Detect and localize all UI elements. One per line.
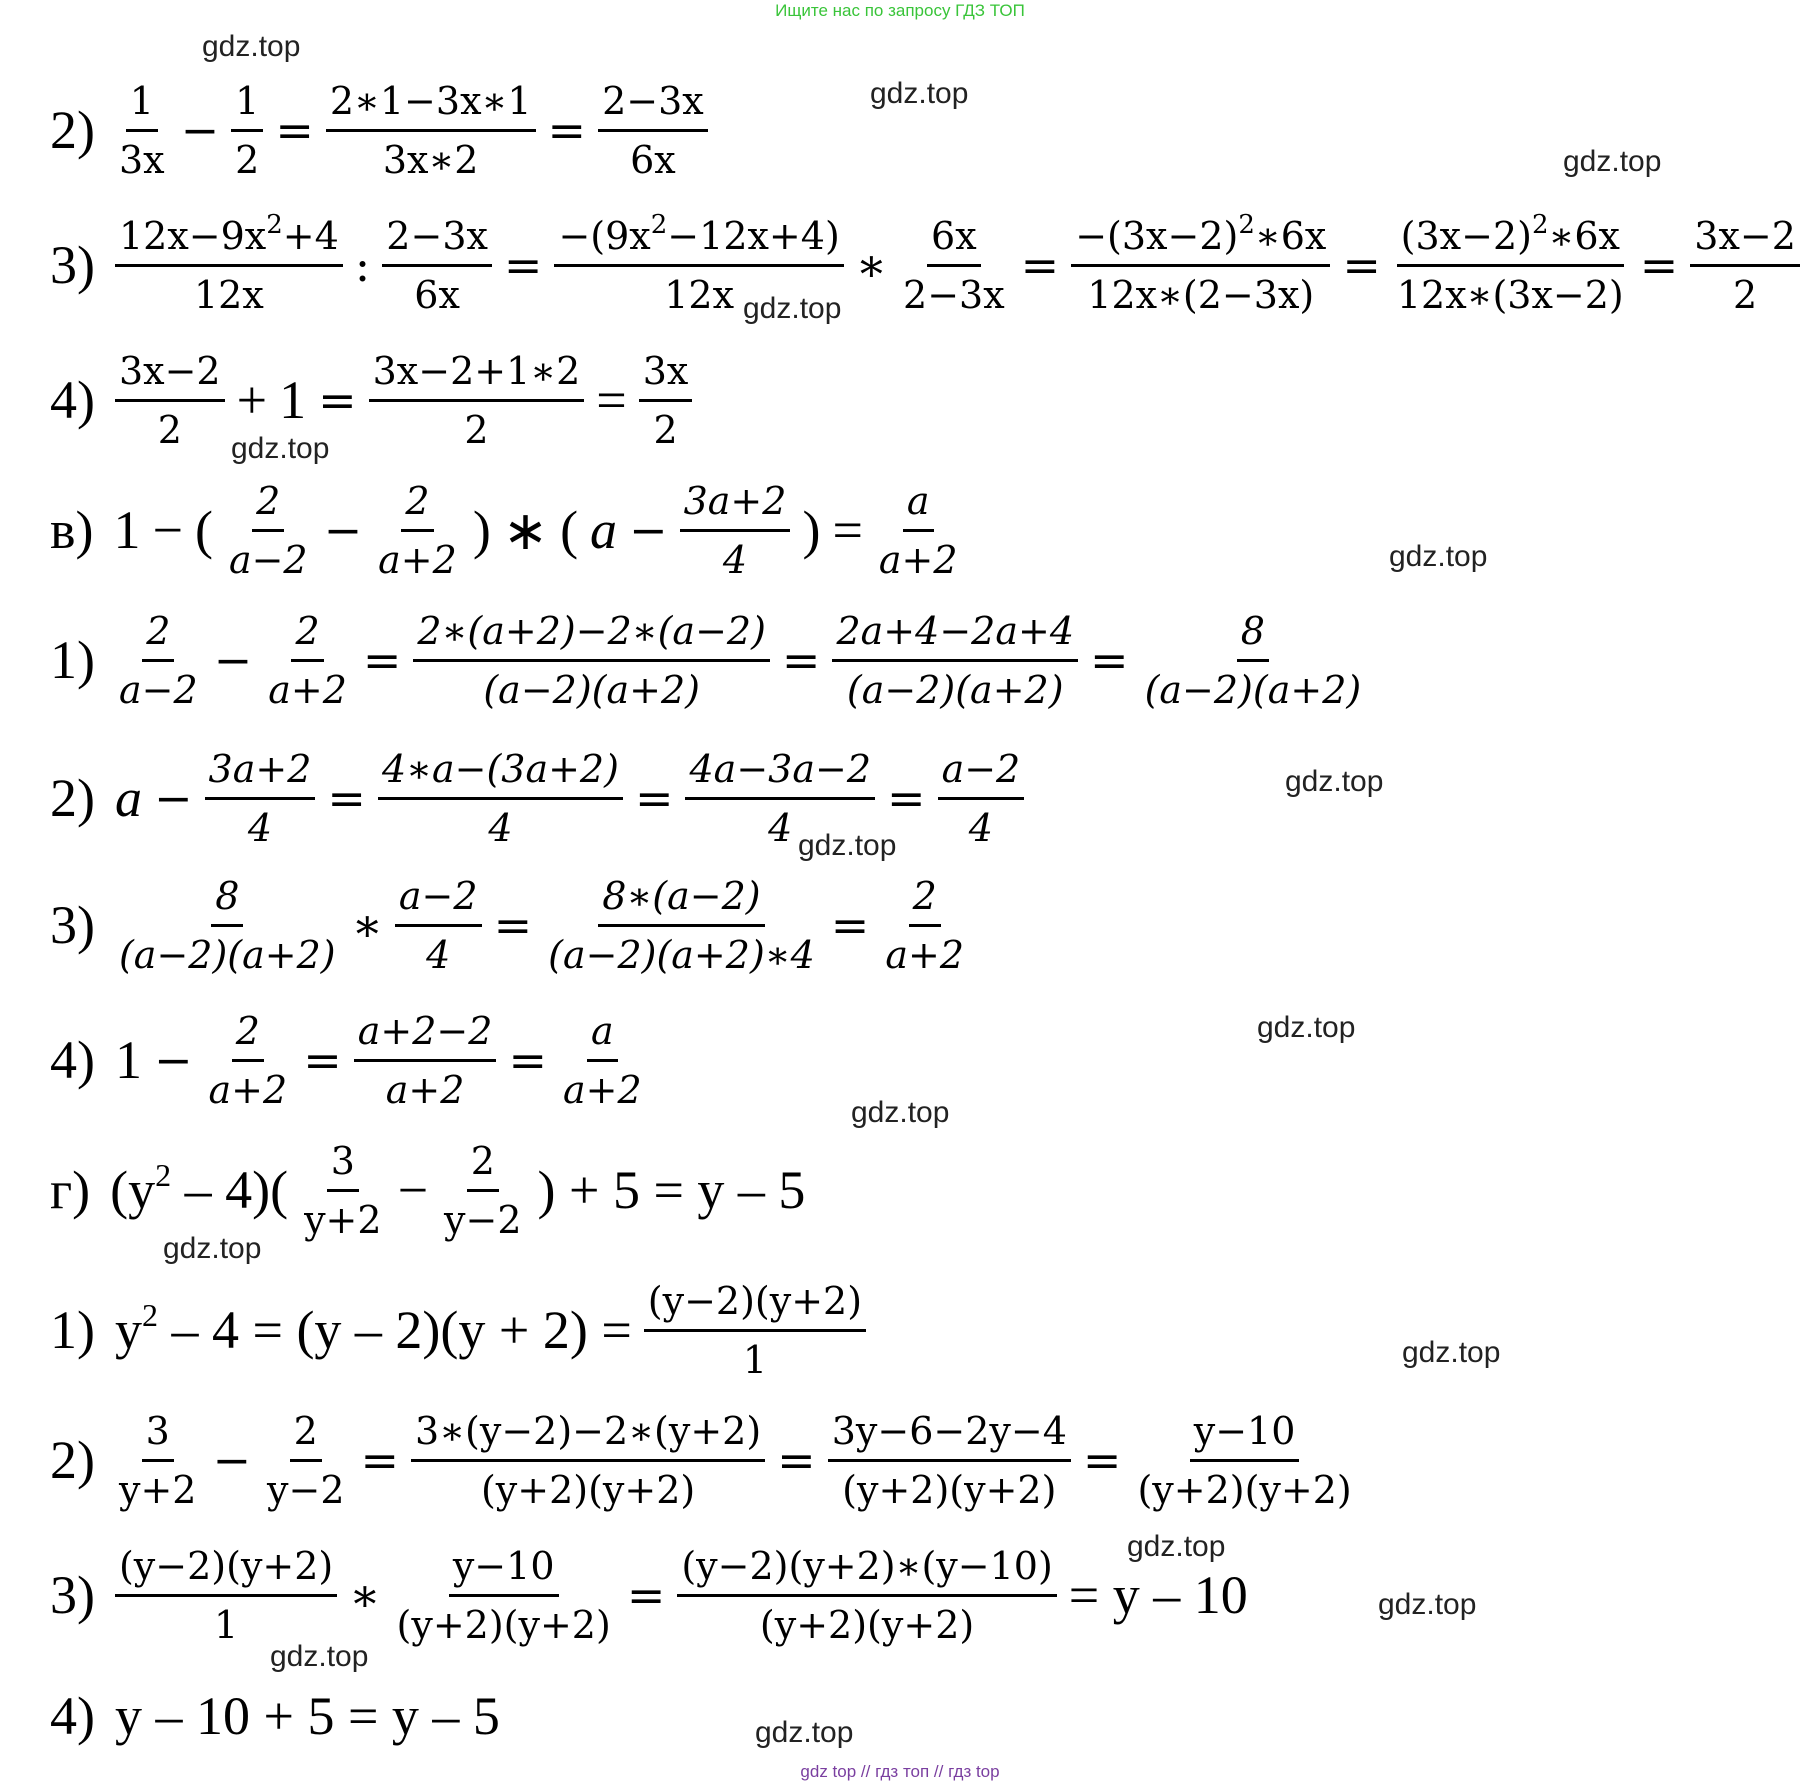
paren: ( <box>194 500 213 560</box>
math-line-b2 <box>50 80 714 180</box>
expression: $y^2 - 4 = (y - 2)(y + 2)$ = <box>114 1297 632 1360</box>
expression: y – 10 + 5 = y – 5 <box>114 1686 500 1746</box>
math-line-v4 <box>50 1010 652 1110</box>
fraction: $\frac{3x}{2}$ <box>639 345 693 456</box>
fraction: $\frac{2-3x}{6x}$ <box>598 75 708 186</box>
math-line-g2 <box>50 1410 1362 1510</box>
watermark: gdz.top <box>1402 1336 1501 1369</box>
math-line-g <box>50 1140 811 1240</box>
operator: ∗ <box>855 238 888 292</box>
expression: ) + 5 = y – 5 <box>537 1160 806 1220</box>
paren: ) <box>472 500 491 560</box>
operator: = <box>1082 1433 1122 1487</box>
operator: = <box>503 238 543 292</box>
fraction: $\frac{2}{a+2}$ <box>205 1005 292 1116</box>
watermark: gdz.top <box>851 1096 950 1129</box>
operator: : <box>354 238 371 292</box>
operator: + <box>236 370 268 430</box>
operator: = <box>318 373 357 427</box>
fraction: $\frac{a}{a+2}$ <box>559 1005 646 1116</box>
step-label: 3) <box>50 895 95 955</box>
operator: ∗ <box>351 898 383 952</box>
fraction: $\frac{2}{y-2}$ <box>440 1135 525 1246</box>
fraction: $\frac{3a+2}{4}$ <box>680 475 791 586</box>
operator: = <box>1090 633 1129 687</box>
operator: = <box>303 1033 342 1087</box>
operator: − <box>153 1033 193 1087</box>
number: 1 <box>279 370 307 430</box>
operator: = <box>327 771 366 825</box>
operator: = <box>634 771 674 825</box>
step-label: 2) <box>50 1430 95 1490</box>
math-line-g3 <box>50 1545 1254 1645</box>
operator: = <box>362 633 402 687</box>
watermark: gdz.top <box>1285 765 1384 798</box>
operator: = <box>781 633 821 687</box>
fraction: $\frac{2∗1-3x∗1}{3x∗2}$ <box>326 75 536 186</box>
fraction: $\frac{3x-2}{2}$ <box>1690 210 1800 321</box>
task-label: г) <box>50 1160 91 1220</box>
operator: = <box>275 103 314 157</box>
fraction: $\frac{2-3x}{6x}$ <box>382 210 492 321</box>
step-label: 4) <box>50 1686 95 1746</box>
variable: a <box>590 500 618 560</box>
watermark: gdz.top <box>1563 145 1662 178</box>
step-label: 2) <box>50 768 95 828</box>
fraction: $\frac{3x-2}{2}$ <box>115 345 225 456</box>
watermark: gdz.top <box>798 829 897 862</box>
variable: a <box>114 768 142 828</box>
watermark: gdz.top <box>1127 1530 1226 1563</box>
fraction: $\frac{(3x-2)^2∗6x}{12x∗(3x-2)}$ <box>1396 209 1624 317</box>
fraction: $\frac{12x-9x^2+4}{12x}$ <box>115 210 343 321</box>
fraction: $\frac{8∗(a-2)}{(a-2)(a+2)∗4}$ <box>544 870 819 981</box>
math-line-v1 <box>50 610 1371 710</box>
operator: − <box>213 633 253 687</box>
fraction: $\frac{8}{(a-2)(a+2)}$ <box>1141 605 1366 716</box>
fraction: $\frac{a+2-2}{a+2}$ <box>354 1005 497 1116</box>
math-line-g4 <box>50 1666 506 1766</box>
expression: = y – 10 <box>1068 1565 1248 1625</box>
step-label: 1) <box>50 1300 95 1360</box>
fraction: $\frac{y-10}{(y+2)(y+2)}$ <box>1133 1405 1355 1516</box>
fraction: $\frac{a-2}{4}$ <box>395 870 482 981</box>
watermark: gdz.top <box>1389 540 1488 573</box>
step-label: 3) <box>50 235 95 295</box>
math-line-v <box>50 480 968 580</box>
fraction: $\frac{3x-2+1∗2}{2}$ <box>369 345 585 456</box>
operator: − <box>629 503 668 557</box>
step-label: 2) <box>50 100 95 160</box>
operator: = <box>830 898 870 952</box>
operator: = <box>1342 238 1381 292</box>
number: 1 <box>114 1030 142 1090</box>
fraction: $\frac{6x}{2-3x}$ <box>899 210 1009 321</box>
fraction: $\frac{3a+2}{4}$ <box>205 743 316 854</box>
operator: = <box>508 1033 547 1087</box>
fraction: $\frac{2}{y-2}$ <box>263 1405 348 1516</box>
operator: = <box>626 1568 666 1622</box>
watermark: gdz.top <box>202 30 301 63</box>
fraction: $\frac{1}{2}$ <box>231 75 263 186</box>
operator: = <box>832 500 863 560</box>
operator: = <box>1639 238 1679 292</box>
fraction: $\frac{2}{a+2}$ <box>264 605 351 716</box>
fraction: $\frac{2}{a+2}$ <box>374 475 461 586</box>
fraction: $\frac{-(3x-2)^2∗6x}{12x∗(2-3x)}$ <box>1071 210 1330 321</box>
operator: ∗ <box>502 500 549 561</box>
task-label: в) <box>50 500 94 560</box>
operator: − <box>323 503 363 557</box>
operator: = <box>360 1433 400 1487</box>
fraction: $\frac{1}{3x}$ <box>115 75 169 186</box>
step-label: 3) <box>50 1565 95 1625</box>
operator: = <box>596 370 627 430</box>
fraction: $\frac{4∗a-(3a+2)}{4}$ <box>378 743 623 854</box>
operator: = <box>1020 238 1060 292</box>
fraction: $\frac{3y-6-2y-4}{(y+2)(y+2)}$ <box>828 1405 1071 1516</box>
math-line-v2 <box>50 748 1030 848</box>
fraction: $\frac{a-2}{4}$ <box>938 743 1025 854</box>
math-line-b4 <box>50 350 698 450</box>
math-line-g1 <box>50 1280 872 1380</box>
fraction: $\frac{8}{(a-2)(a+2)}$ <box>115 870 340 981</box>
step-label: 4) <box>50 370 95 430</box>
operator: = <box>777 1433 816 1487</box>
operator: = <box>547 103 587 157</box>
fraction: $\frac{2}{a+2}$ <box>881 870 968 981</box>
operator: = <box>493 898 533 952</box>
fraction: $\frac{2∗(a+2)-2∗(a-2)}{(a-2)(a+2)}$ <box>413 605 770 716</box>
fraction: $\frac{(y-2)(y+2)∗(y-10)}{(y+2)(y+2)}$ <box>677 1540 1056 1651</box>
fraction: $\frac{2}{a-2}$ <box>115 605 202 716</box>
step-label: 1) <box>50 630 95 690</box>
watermark: gdz.top <box>755 1716 854 1749</box>
operator: − <box>212 1433 252 1487</box>
top-banner: Ищите нас по запросу ГДЗ ТОП <box>775 1 1025 20</box>
fraction: $\frac{3∗(y-2)-2∗(y+2)}{(y+2)(y+2)}$ <box>411 1405 765 1516</box>
expression: $(y^2 - 4)$( <box>110 1157 289 1220</box>
fraction: $\frac{3}{y+2}$ <box>300 1135 385 1246</box>
operator: − <box>397 1160 429 1220</box>
fraction: $\frac{(y-2)(y+2)}{1}$ <box>115 1540 337 1651</box>
fraction: $\frac{y-10}{(y+2)(y+2)}$ <box>393 1540 615 1651</box>
watermark: gdz.top <box>163 1232 262 1265</box>
step-label: 4) <box>50 1030 95 1090</box>
fraction: $\frac{4a-3a-2}{4}$ <box>685 743 875 854</box>
fraction: $\frac{3}{y+2}$ <box>115 1405 200 1516</box>
watermark: gdz.top <box>231 432 330 465</box>
number: 1 <box>113 500 141 560</box>
watermark: gdz.top <box>1257 1011 1356 1044</box>
fraction: $\frac{-(9x^2-12x+4)}{12x}$ <box>554 210 843 321</box>
math-line-b3 <box>50 209 1800 317</box>
footer: gdz top // гдз топ // гдз top <box>800 1762 1000 1781</box>
operator: − <box>153 771 193 825</box>
fraction: $\frac{2a+4-2a+4}{(a-2)(a+2)}$ <box>832 605 1078 716</box>
operator: − <box>152 500 183 560</box>
math-line-v3 <box>50 875 974 975</box>
operator: ∗ <box>349 1568 381 1622</box>
paren: ) <box>802 500 821 560</box>
fraction: $\frac{a}{a+2}$ <box>875 475 962 586</box>
watermark: gdz.top <box>1378 1588 1477 1621</box>
operator: = <box>887 771 926 825</box>
watermark: gdz.top <box>870 77 969 110</box>
watermark: gdz.top <box>743 292 842 325</box>
paren: ( <box>560 500 579 560</box>
fraction: $\frac{2}{a-2}$ <box>225 475 312 586</box>
fraction: $\frac{(y-2)(y+2)}{1}$ <box>644 1275 866 1386</box>
operator: − <box>180 103 220 157</box>
watermark: gdz.top <box>270 1640 369 1673</box>
